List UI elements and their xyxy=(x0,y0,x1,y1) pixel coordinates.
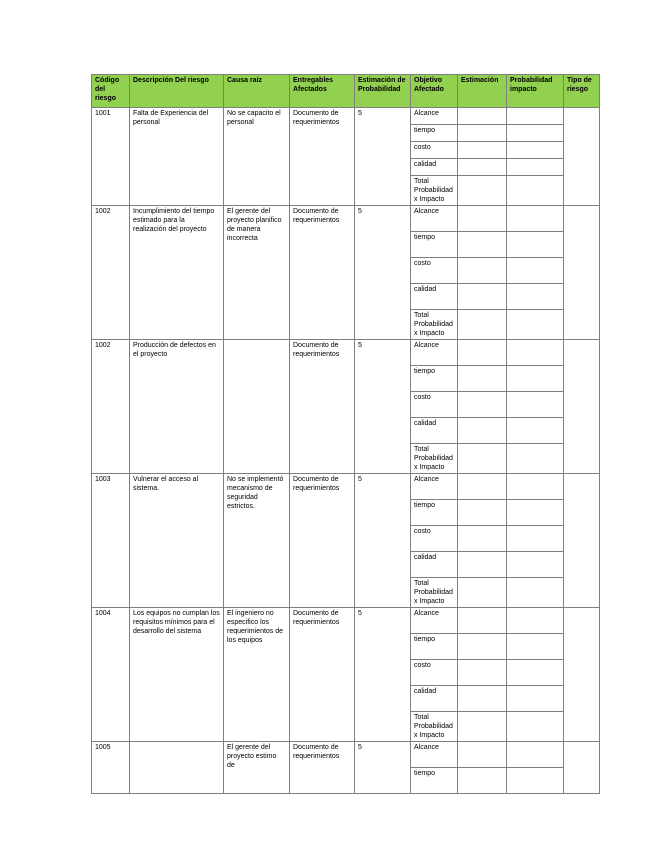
estimate-cell xyxy=(458,660,507,686)
estimate-cell xyxy=(458,526,507,552)
objective-affected: tiempo xyxy=(411,232,458,258)
header-prob-impact: Probabilidad impacto xyxy=(507,75,564,108)
risk-type-cell xyxy=(564,340,600,474)
prob-impact-cell xyxy=(507,392,564,418)
estimate-cell xyxy=(458,310,507,340)
risk-description: Incumplimiento del tiempo estimado para la realización del proyecto xyxy=(130,206,224,340)
objective-affected: costo xyxy=(411,392,458,418)
total-probability-impact: Total Probabilidad x Impacto xyxy=(411,176,458,206)
risk-type-cell xyxy=(564,474,600,608)
estimate-cell xyxy=(458,176,507,206)
prob-impact-cell xyxy=(507,712,564,742)
prob-impact-cell xyxy=(507,474,564,500)
estimate-cell xyxy=(458,686,507,712)
header-description: Descripción Del riesgo xyxy=(130,75,224,108)
estimate-cell xyxy=(458,392,507,418)
risk-cause: No se capacito el personal xyxy=(224,108,290,206)
risk-type-cell xyxy=(564,206,600,340)
objective-affected: costo xyxy=(411,142,458,159)
estimate-cell xyxy=(458,552,507,578)
risk-description: Falta de Experiencia del personal xyxy=(130,108,224,206)
prob-impact-cell xyxy=(507,206,564,232)
objective-affected: costo xyxy=(411,526,458,552)
total-probability-impact: Total Probabilidad x Impacto xyxy=(411,444,458,474)
risk-deliverables: Documento de requerimientos xyxy=(290,340,355,474)
total-probability-impact: Total Probabilidad x Impacto xyxy=(411,578,458,608)
objective-affected: tiempo xyxy=(411,768,458,794)
prob-impact-cell xyxy=(507,578,564,608)
header-objective: Objetivo Afectado xyxy=(411,75,458,108)
estimate-cell xyxy=(458,418,507,444)
header-type: Tipo de riesgo xyxy=(564,75,600,108)
prob-impact-cell xyxy=(507,176,564,206)
estimate-cell xyxy=(458,742,507,768)
table-row xyxy=(92,608,600,634)
risk-deliverables: Documento de requerimientos xyxy=(290,474,355,608)
risk-cause xyxy=(224,340,290,474)
header-probability: Estimación de Probabilidad xyxy=(355,75,411,108)
objective-affected: Alcance xyxy=(411,608,458,634)
prob-impact-cell xyxy=(507,768,564,794)
risk-table-body xyxy=(92,108,600,794)
prob-impact-cell xyxy=(507,742,564,768)
estimate-cell xyxy=(458,366,507,392)
objective-affected: Alcance xyxy=(411,474,458,500)
risk-deliverables: Documento de requerimientos xyxy=(290,608,355,742)
table-row xyxy=(92,108,600,125)
estimate-cell xyxy=(458,258,507,284)
prob-impact-cell xyxy=(507,366,564,392)
risk-probability: 5 xyxy=(355,474,411,608)
prob-impact-cell xyxy=(507,660,564,686)
prob-impact-cell xyxy=(507,142,564,159)
total-probability-impact: Total Probabilidad x Impacto xyxy=(411,712,458,742)
risk-deliverables: Documento de requerimientos xyxy=(290,742,355,794)
objective-affected: tiempo xyxy=(411,634,458,660)
risk-probability: 5 xyxy=(355,340,411,474)
table-row xyxy=(92,742,600,768)
risk-code: 1005 xyxy=(92,742,130,794)
prob-impact-cell xyxy=(507,444,564,474)
estimate-cell xyxy=(458,444,507,474)
header-code: Código del riesgo xyxy=(92,75,130,108)
prob-impact-cell xyxy=(507,526,564,552)
objective-affected: tiempo xyxy=(411,366,458,392)
risk-code: 1002 xyxy=(92,206,130,340)
risk-cause: El ingeniero no especifico los requerimientos de los equipos xyxy=(224,608,290,742)
risk-description xyxy=(130,742,224,794)
objective-affected: Alcance xyxy=(411,340,458,366)
estimate-cell xyxy=(458,578,507,608)
risk-probability: 5 xyxy=(355,742,411,794)
risk-code: 1004 xyxy=(92,608,130,742)
prob-impact-cell xyxy=(507,125,564,142)
estimate-cell xyxy=(458,206,507,232)
objective-affected: Alcance xyxy=(411,206,458,232)
risk-code: 1001 xyxy=(92,108,130,206)
prob-impact-cell xyxy=(507,340,564,366)
estimate-cell xyxy=(458,712,507,742)
objective-affected: costo xyxy=(411,258,458,284)
prob-impact-cell xyxy=(507,634,564,660)
objective-affected: costo xyxy=(411,660,458,686)
estimate-cell xyxy=(458,768,507,794)
objective-affected: tiempo xyxy=(411,500,458,526)
risk-probability: 5 xyxy=(355,108,411,206)
risk-type-cell xyxy=(564,108,600,206)
total-probability-impact: Total Probabilidad x Impacto xyxy=(411,310,458,340)
header-cause: Causa raíz xyxy=(224,75,290,108)
risk-deliverables: Documento de requerimientos xyxy=(290,108,355,206)
estimate-cell xyxy=(458,474,507,500)
prob-impact-cell xyxy=(507,686,564,712)
table-row xyxy=(92,206,600,232)
prob-impact-cell xyxy=(507,232,564,258)
estimate-cell xyxy=(458,125,507,142)
risk-description: Producción de defectos en el proyecto xyxy=(130,340,224,474)
risk-code: 1003 xyxy=(92,474,130,608)
prob-impact-cell xyxy=(507,284,564,310)
prob-impact-cell xyxy=(507,108,564,125)
objective-affected: Alcance xyxy=(411,742,458,768)
table-row xyxy=(92,340,600,366)
prob-impact-cell xyxy=(507,608,564,634)
risk-deliverables: Documento de requerimientos xyxy=(290,206,355,340)
estimate-cell xyxy=(458,608,507,634)
objective-affected: calidad xyxy=(411,686,458,712)
risk-probability: 5 xyxy=(355,608,411,742)
estimate-cell xyxy=(458,284,507,310)
estimate-cell xyxy=(458,340,507,366)
risk-table xyxy=(91,74,600,794)
estimate-cell xyxy=(458,634,507,660)
risk-code: 1002 xyxy=(92,340,130,474)
header-estimate: Estimación xyxy=(458,75,507,108)
prob-impact-cell xyxy=(507,500,564,526)
risk-type-cell xyxy=(564,608,600,742)
prob-impact-cell xyxy=(507,552,564,578)
estimate-cell xyxy=(458,232,507,258)
objective-affected: tiempo xyxy=(411,125,458,142)
prob-impact-cell xyxy=(507,310,564,340)
estimate-cell xyxy=(458,159,507,176)
objective-affected: calidad xyxy=(411,159,458,176)
header-deliverables: Entregables Afectados xyxy=(290,75,355,108)
risk-probability: 5 xyxy=(355,206,411,340)
risk-description: Vulnerar el acceso al sistema. xyxy=(130,474,224,608)
risk-type-cell xyxy=(564,742,600,794)
risk-cause: No se implementó mecanismo de seguridad estrictos. xyxy=(224,474,290,608)
estimate-cell xyxy=(458,500,507,526)
table-row xyxy=(92,474,600,500)
estimate-cell xyxy=(458,108,507,125)
header-row xyxy=(92,75,600,108)
estimate-cell xyxy=(458,142,507,159)
risk-cause: El gerente del proyecto estimo de xyxy=(224,742,290,794)
prob-impact-cell xyxy=(507,418,564,444)
objective-affected: calidad xyxy=(411,284,458,310)
objective-affected: calidad xyxy=(411,418,458,444)
prob-impact-cell xyxy=(507,159,564,176)
objective-affected: calidad xyxy=(411,552,458,578)
prob-impact-cell xyxy=(507,258,564,284)
objective-affected: Alcance xyxy=(411,108,458,125)
risk-description: Los equipos no cumplan los requisitos mínimos para el desarrollo del sistema xyxy=(130,608,224,742)
risk-cause: El gerente del proyecto planifico de manera incorrecta xyxy=(224,206,290,340)
